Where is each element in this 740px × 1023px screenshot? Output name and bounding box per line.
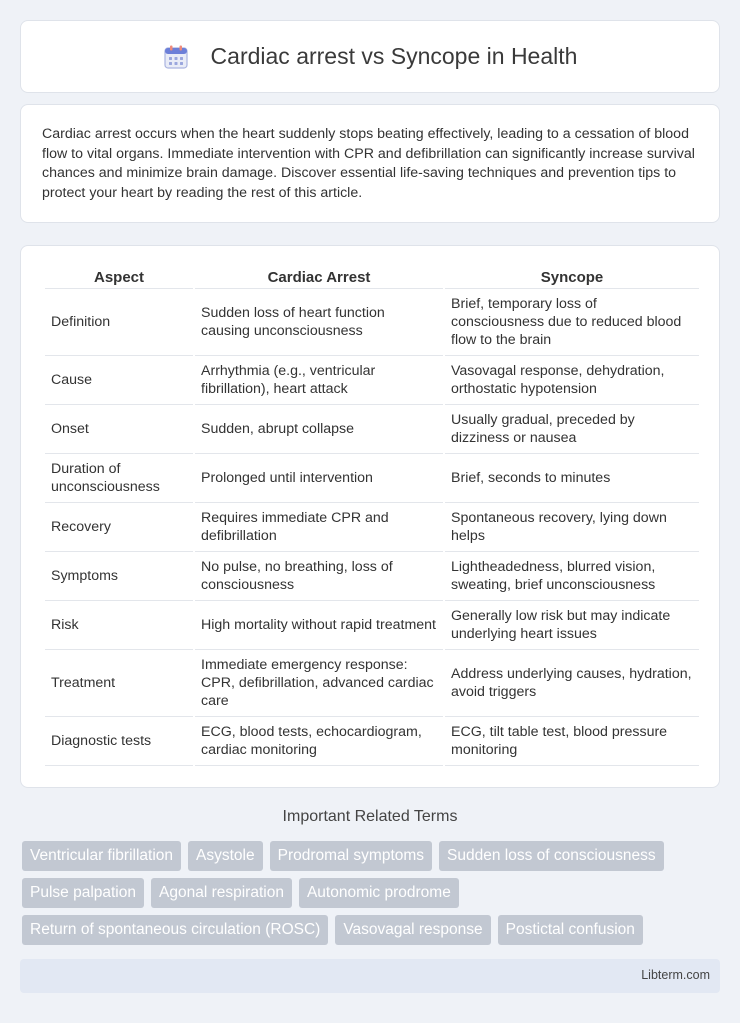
related-term-tag[interactable]: Postictal confusion [498,915,643,945]
table-row [45,503,699,552]
cell-syncope: Generally low risk but may indicate underlying heart issues [445,601,699,650]
cell-syncope: Address underlying causes, hydration, avoid triggers [445,650,699,717]
cell-aspect: Risk [45,601,193,650]
related-term-tag[interactable]: Ventricular fibrillation [22,841,181,871]
table-row [45,289,699,356]
header-aspect: Aspect [45,264,193,289]
cell-aspect: Symptoms [45,552,193,601]
cell-syncope: Spontaneous recovery, lying down helps [445,503,699,552]
header [163,43,578,70]
table-row [45,356,699,405]
table-row [45,454,699,503]
table-header-row [45,264,699,289]
cell-aspect: Cause [45,356,193,405]
table-row [45,717,699,766]
cell-syncope: Brief, seconds to minutes [445,454,699,503]
cell-aspect: Duration of unconsciousness [45,454,193,503]
intro-card [20,104,720,223]
comparison-card [20,245,720,788]
related-term-tag[interactable]: Autonomic prodrome [299,878,459,908]
cell-cardiac-arrest: Arrhythmia (e.g., ventricular fibrillation), heart attack [195,356,443,405]
footer [20,959,720,993]
cell-syncope: Vasovagal response, dehydration, orthostatic hypotension [445,356,699,405]
page-title: Cardiac arrest vs Syncope in Health [210,43,578,69]
cell-aspect: Treatment [45,650,193,717]
comparison-table [43,264,701,766]
related-term-tag[interactable]: Sudden loss of consciousness [439,841,664,871]
cell-aspect: Onset [45,405,193,454]
cell-syncope: Usually gradual, preceded by dizziness or nausea [445,405,699,454]
cell-cardiac-arrest: Immediate emergency response: CPR, defibrillation, advanced cardiac care [195,650,443,717]
cell-cardiac-arrest: Sudden loss of heart function causing unconsciousness [195,289,443,356]
table-row [45,650,699,717]
cell-cardiac-arrest: Sudden, abrupt collapse [195,405,443,454]
related-term-tag[interactable]: Vasovagal response [335,915,490,945]
cell-aspect: Definition [45,289,193,356]
header-syncope: Syncope [445,264,699,289]
header-card [20,20,720,93]
intro-paragraph: Cardiac arrest occurs when the heart suddenly stops beating effectively, leading to a cessation of blood flow to vital organs. Immediate intervention with CPR and defibrillation can significantly increase survival chances and minimize brain damage. Discover essential life-saving techniques and prevention tips to protect your heart by reading the rest of this article. [42,126,695,201]
related-term-tag[interactable]: Prodromal symptoms [270,841,432,871]
cell-cardiac-arrest: Requires immediate CPR and defibrillation [195,503,443,552]
cell-cardiac-arrest: No pulse, no breathing, loss of consciousness [195,552,443,601]
cell-syncope: ECG, tilt table test, blood pressure monitoring [445,717,699,766]
table-row [45,601,699,650]
cell-cardiac-arrest: High mortality without rapid treatment [195,601,443,650]
related-terms-title: Important Related Terms [282,808,458,825]
cell-aspect: Recovery [45,503,193,552]
related-term-tag[interactable]: Pulse palpation [22,878,144,908]
cell-cardiac-arrest: ECG, blood tests, echocardiogram, cardiac monitoring [195,717,443,766]
footer-site-link[interactable]: Libterm.com [641,968,710,982]
cell-syncope: Lightheadedness, blurred vision, sweating, brief unconsciousness [445,552,699,601]
cell-cardiac-arrest: Prolonged until intervention [195,454,443,503]
header-cardiac-arrest: Cardiac Arrest [195,264,443,289]
calendar-icon [163,44,189,70]
table-row [45,405,699,454]
cell-syncope: Brief, temporary loss of consciousness due to reduced blood flow to the brain [445,289,699,356]
related-term-tag[interactable]: Agonal respiration [151,878,292,908]
related-term-tag[interactable]: Return of spontaneous circulation (ROSC) [22,915,328,945]
table-row [45,552,699,601]
cell-aspect: Diagnostic tests [45,717,193,766]
related-term-tag[interactable]: Asystole [188,841,263,871]
related-terms-list [22,841,722,952]
